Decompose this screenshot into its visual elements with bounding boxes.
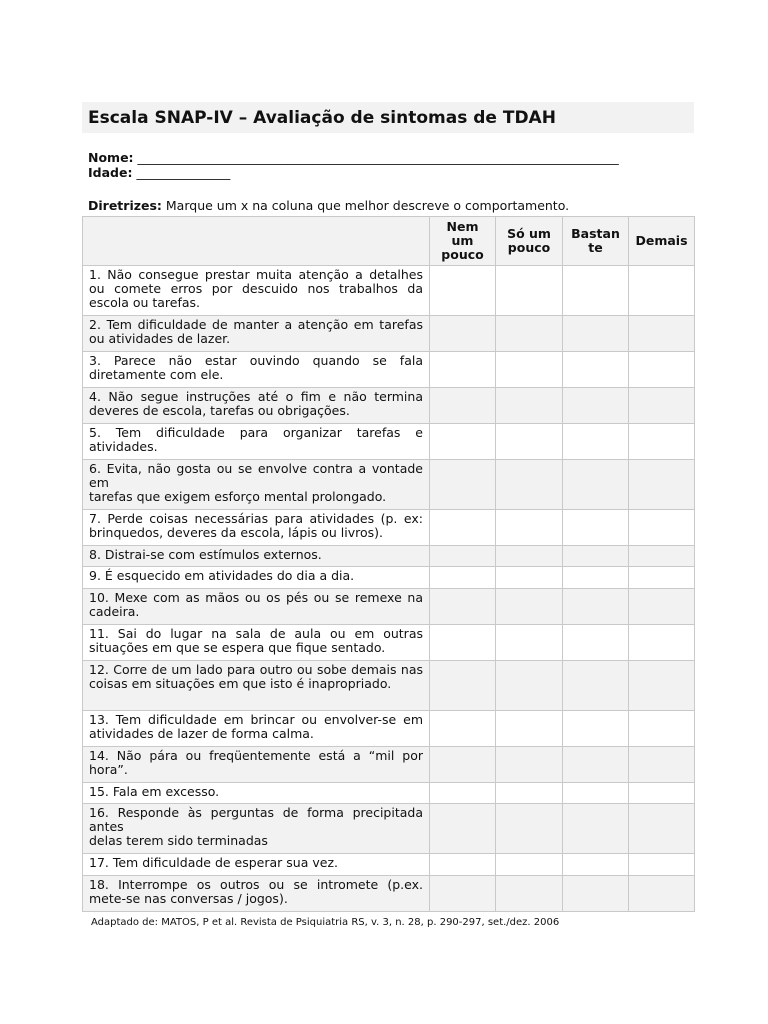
question-text: 18. Interrompe os outros ou se intromete (p.ex. mete-se nas conversas / jogos). (83, 876, 430, 912)
answer-cell[interactable] (496, 711, 563, 747)
age-label: Idade: (88, 165, 133, 180)
answer-cell[interactable] (430, 546, 496, 567)
identification-fields (82, 150, 694, 180)
column-header (496, 217, 563, 266)
column-header (563, 217, 629, 266)
answer-cell[interactable] (629, 804, 695, 854)
table-row (83, 510, 695, 546)
page-title: Escala SNAP-IV – Avaliação de sintomas de TDAH (88, 107, 556, 128)
table-row (83, 460, 695, 510)
table-row (83, 783, 695, 804)
question-text: 12. Corre de um lado para outro ou sobe demais nas coisas em situações em que isto é inapropriado. (83, 661, 430, 711)
table-row (83, 804, 695, 854)
answer-cell[interactable] (430, 316, 496, 352)
column-header (629, 217, 695, 266)
table-row (83, 567, 695, 589)
question-text: 15. Fala em excesso. (83, 783, 430, 804)
question-text: 17. Tem dificuldade de esperar sua vez. (83, 854, 430, 876)
answer-cell[interactable] (430, 424, 496, 460)
form-page (82, 102, 694, 912)
table-row (83, 876, 695, 912)
question-text: 6. Evita, não gosta ou se envolve contra a vontade em tarefas que exigem esforço mental prolongado. (83, 460, 430, 510)
form-title-bar (82, 102, 694, 133)
answer-cell[interactable] (629, 388, 695, 424)
answer-cell[interactable] (430, 388, 496, 424)
answer-cell[interactable] (563, 747, 629, 783)
answer-cell[interactable] (629, 661, 695, 711)
question-text: 2. Tem dificuldade de manter a atenção em tarefas ou atividades de lazer. (83, 316, 430, 352)
directive (82, 198, 694, 213)
answer-cell[interactable] (496, 589, 563, 625)
table-row (83, 589, 695, 625)
answer-cell[interactable] (563, 388, 629, 424)
table-row (83, 266, 695, 316)
answer-cell[interactable] (496, 854, 563, 876)
name-label: Nome: (88, 150, 134, 165)
answer-cell[interactable] (563, 589, 629, 625)
table-row (83, 546, 695, 567)
answer-cell[interactable] (430, 460, 496, 510)
answer-cell[interactable] (430, 352, 496, 388)
answer-cell[interactable] (629, 854, 695, 876)
answer-cell[interactable] (629, 625, 695, 661)
answer-cell[interactable] (496, 567, 563, 589)
answer-cell[interactable] (629, 510, 695, 546)
question-text: 10. Mexe com as mãos ou os pés ou se remexe na cadeira. (83, 589, 430, 625)
name-line[interactable]: _____________________________________________________________________________ (137, 150, 619, 165)
answer-cell[interactable] (563, 876, 629, 912)
answer-cell[interactable] (629, 876, 695, 912)
answer-cell[interactable] (629, 546, 695, 567)
answer-cell[interactable] (496, 546, 563, 567)
answer-cell[interactable] (563, 567, 629, 589)
question-text: 7. Perde coisas necessárias para atividades (p. ex: brinquedos, deveres da escola, lápis ou livros). (83, 510, 430, 546)
answer-cell[interactable] (430, 625, 496, 661)
question-text: 16. Responde às perguntas de forma precipitada antes delas terem sido terminadas (83, 804, 430, 854)
table-header-row (83, 217, 695, 266)
question-text: 5. Tem dificuldade para organizar tarefas e atividades. (83, 424, 430, 460)
column-header (430, 217, 496, 266)
answer-cell[interactable] (563, 711, 629, 747)
table-row (83, 711, 695, 747)
answer-cell[interactable] (430, 510, 496, 546)
answer-cell[interactable] (629, 747, 695, 783)
answer-cell[interactable] (563, 510, 629, 546)
answer-cell[interactable] (430, 567, 496, 589)
answer-cell[interactable] (563, 625, 629, 661)
directive-text: Marque um x na coluna que melhor descreve o comportamento. (161, 198, 570, 213)
table-row (83, 388, 695, 424)
table-row (83, 316, 695, 352)
answer-cell[interactable] (563, 783, 629, 804)
answer-cell[interactable] (563, 352, 629, 388)
answer-cell[interactable] (430, 747, 496, 783)
answer-cell[interactable] (563, 546, 629, 567)
age-line[interactable]: _______________ (136, 165, 231, 180)
answer-cell[interactable] (563, 316, 629, 352)
directive-label: Diretrizes: (88, 198, 162, 213)
column-header-label: Demais (635, 233, 688, 248)
answer-cell[interactable] (496, 747, 563, 783)
answer-cell[interactable] (629, 424, 695, 460)
name-field[interactable] (88, 150, 694, 165)
answer-cell[interactable] (496, 316, 563, 352)
answer-cell[interactable] (629, 567, 695, 589)
question-text: 8. Distrai-se com estímulos externos. (83, 546, 430, 567)
question-text: 9. É esquecido em atividades do dia a dia. (83, 567, 430, 589)
answer-cell[interactable] (496, 266, 563, 316)
table-row (83, 625, 695, 661)
answer-cell[interactable] (563, 266, 629, 316)
answer-cell[interactable] (496, 783, 563, 804)
answer-cell[interactable] (430, 661, 496, 711)
question-rows (83, 266, 695, 912)
answer-cell[interactable] (563, 460, 629, 510)
answer-cell[interactable] (563, 424, 629, 460)
answer-cell[interactable] (629, 589, 695, 625)
question-text: 3. Parece não estar ouvindo quando se fala diretamente com ele. (83, 352, 430, 388)
answer-cell[interactable] (430, 804, 496, 854)
answer-cell[interactable] (496, 352, 563, 388)
answer-cell[interactable] (629, 460, 695, 510)
answer-cell[interactable] (629, 783, 695, 804)
answer-cell[interactable] (430, 876, 496, 912)
column-header-label: Nem um pouco (441, 219, 484, 262)
question-text: 4. Não segue instruções até o fim e não termina deveres de escola, tarefas ou obrigações. (83, 388, 430, 424)
answer-cell[interactable] (430, 589, 496, 625)
question-text: 1. Não consegue prestar muita atenção a detalhes ou comete erros por descuido nos trabalhos da escola ou tarefas. (83, 266, 430, 316)
question-header (83, 217, 430, 266)
answer-cell[interactable] (496, 625, 563, 661)
answer-cell[interactable] (496, 424, 563, 460)
column-header-label: Só um pouco (507, 226, 551, 255)
snap-iv-table (82, 216, 695, 912)
answer-cell[interactable] (430, 854, 496, 876)
answer-cell[interactable] (430, 783, 496, 804)
age-field[interactable] (88, 165, 694, 180)
table-row (83, 352, 695, 388)
answer-cell[interactable] (496, 388, 563, 424)
answer-cell[interactable] (629, 316, 695, 352)
question-text: 11. Sai do lugar na sala de aula ou em outras situações em que se espera que fique sentado. (83, 625, 430, 661)
table-row (83, 661, 695, 711)
answer-cell[interactable] (496, 661, 563, 711)
answer-cell[interactable] (496, 510, 563, 546)
answer-cell[interactable] (496, 876, 563, 912)
table-row (83, 854, 695, 876)
table-row (83, 747, 695, 783)
source-footnote: Adaptado de: MATOS, P et al. Revista de Psiquiatria RS, v. 3, n. 28, p. 290-297, set./dez. 2006 (91, 917, 560, 928)
column-header-label: Bastan te (571, 226, 620, 255)
answer-cell[interactable] (563, 661, 629, 711)
question-text: 13. Tem dificuldade em brincar ou envolver-se em atividades de lazer de forma calma. (83, 711, 430, 747)
answer-cell[interactable] (563, 854, 629, 876)
answer-cell[interactable] (496, 460, 563, 510)
question-text: 14. Não pára ou freqüentemente está a “mil por hora”. (83, 747, 430, 783)
table-row (83, 424, 695, 460)
answer-cell[interactable] (430, 266, 496, 316)
answer-cell[interactable] (629, 352, 695, 388)
answer-cell[interactable] (496, 804, 563, 854)
answer-cell[interactable] (563, 804, 629, 854)
answer-cell[interactable] (629, 266, 695, 316)
answer-cell[interactable] (629, 711, 695, 747)
answer-cell[interactable] (430, 711, 496, 747)
